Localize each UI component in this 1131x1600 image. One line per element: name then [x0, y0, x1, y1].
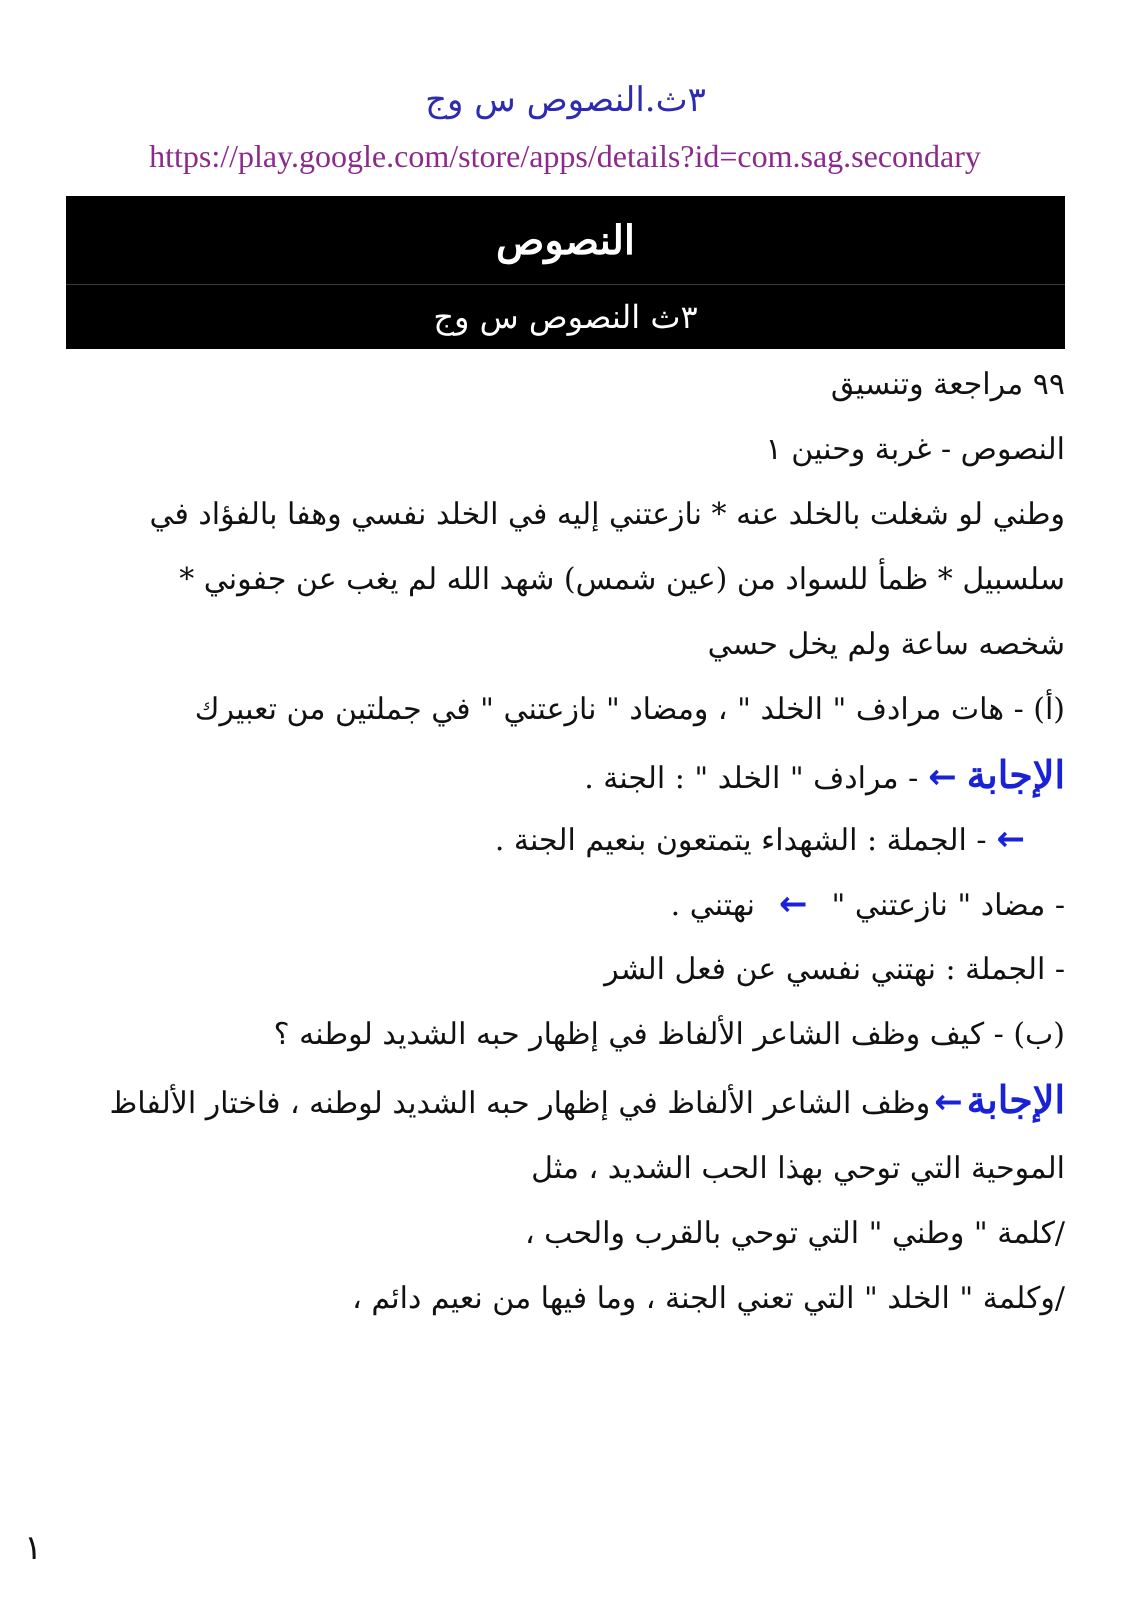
answer-b — [90, 1067, 1065, 1201]
document-body — [90, 352, 1065, 1331]
banner-title: النصوص — [66, 196, 1065, 285]
answer-b-text: وظف الشاعر الألفاظ في إظهار حبه الشديد لوطنه ، فاختار الألفاظ الموحية التي توحي بهذا الحب الشديد ، مثل — [109, 1086, 1065, 1186]
arrow-left-icon: ← — [928, 757, 957, 797]
answer-a1-text: - مرادف " الخلد " : الجنة . — [584, 761, 919, 796]
answer-a2-text: - الجملة : الشهداء يتمتعون بنعيم الجنة . — [494, 823, 987, 858]
question-a: (أ) - هات مرادف " الخلد " ، ومضاد " نازعتني " في جملتين من تعبيرك — [194, 692, 1065, 727]
answer-a4: - الجملة : نهتني نفسي عن فعل الشر — [604, 952, 1065, 987]
app-store-link[interactable]: https://play.google.com/store/apps/details?id=com.sag.secondary — [149, 138, 981, 174]
answer-a2 — [90, 807, 1065, 872]
question-b: (ب) - كيف وظف الشاعر الألفاظ في إظهار حبه الشديد لوطنه ؟ — [273, 1017, 1065, 1052]
arrow-left-icon: ← — [996, 819, 1025, 859]
poem-text: وطني لو شغلت بالخلد عنه * نازعتني إليه في الخلد نفسي وهفا بالفؤاد في سلسبيل * ظمأ للسواد من (عين شمس) شهد الله لم يغب عن جفوني * شخصه ساعة ولم يخل حسي — [149, 497, 1065, 662]
arrow-left-icon: ← — [779, 884, 808, 924]
answer-label: الإجابة — [966, 752, 1065, 797]
arrow-left-icon: ← — [934, 1082, 963, 1122]
page-number: ١ — [24, 1528, 43, 1568]
answer-b1: /كلمة " وطني " التي توحي بالقرب والحب ، — [524, 1216, 1065, 1251]
review-heading: ٩٩ مراجعة وتنسيق — [830, 367, 1065, 402]
banner-subtitle: ٣ث النصوص س وج — [433, 298, 698, 336]
answer-b2: /وكلمة " الخلد " التي تعني الجنة ، وما فيها من نعيم دائم ، — [352, 1281, 1065, 1316]
answer-a3 — [90, 872, 1065, 937]
section-banner — [66, 196, 1065, 349]
answer-a3-suffix: نهتني . — [670, 888, 756, 923]
document-title: ٣ث.النصوص س وج — [425, 80, 706, 120]
answer-label: الإجابة — [966, 1077, 1065, 1122]
answer-a1 — [90, 742, 1065, 807]
answer-a3-prefix: - مضاد " نازعتني " — [831, 888, 1065, 923]
lesson-heading: النصوص - غربة وحنين ١ — [765, 432, 1065, 467]
